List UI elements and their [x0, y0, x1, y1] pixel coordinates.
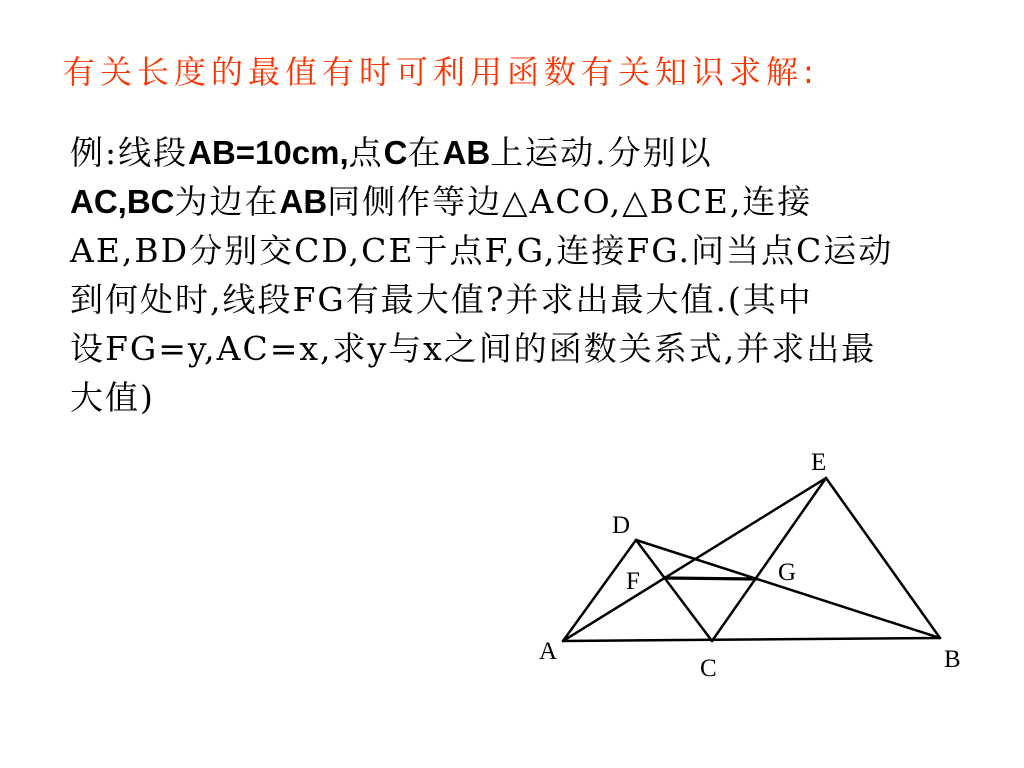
label-point-f: F: [626, 568, 640, 595]
problem-bold-segment: AB: [442, 134, 491, 171]
problem-line-5: 设FG=y,AC=x,求y与x之间的函数关系式,并求出最: [70, 329, 877, 368]
label-point-c: C: [700, 655, 717, 682]
problem-line-6: 大值): [70, 378, 155, 417]
problem-text-segment: 为边在: [174, 182, 280, 221]
label-point-d: D: [612, 512, 631, 539]
problem-line-4: 到何处时,线段FG有最大值?并求出最大值.(其中: [70, 280, 813, 319]
problem-bold-segment: C: [383, 134, 408, 171]
problem-bold-segment: AC,BC: [70, 183, 175, 220]
segment-eb: [826, 478, 940, 638]
label-point-e: E: [811, 449, 827, 476]
problem-text-segment: 上运动.分别以: [490, 133, 713, 172]
segment-fg: [665, 578, 756, 579]
segment-ce: [712, 478, 826, 641]
segment-ab: [563, 638, 940, 641]
problem-text-segment: 同侧作等边△ACO,△BCE,连接: [327, 182, 813, 221]
problem-bold-segment: AB: [279, 183, 328, 220]
label-point-b: B: [944, 646, 961, 673]
problem-text-segment: 例:线段: [70, 133, 189, 172]
label-point-a: A: [539, 638, 558, 665]
label-point-g: G: [778, 559, 797, 586]
problem-line-3: AE,BD分别交CD,CE于点F,G,连接FG.问当点C运动: [70, 231, 894, 270]
problem-text-segment: 在: [407, 133, 443, 172]
segment-db: [636, 540, 940, 638]
slide-heading: 有关长度的最值有时可利用函数有关知识求解:: [63, 53, 819, 91]
problem-text-segment: 点: [348, 133, 384, 172]
problem-bold-segment: AB=10cm,: [188, 134, 349, 171]
